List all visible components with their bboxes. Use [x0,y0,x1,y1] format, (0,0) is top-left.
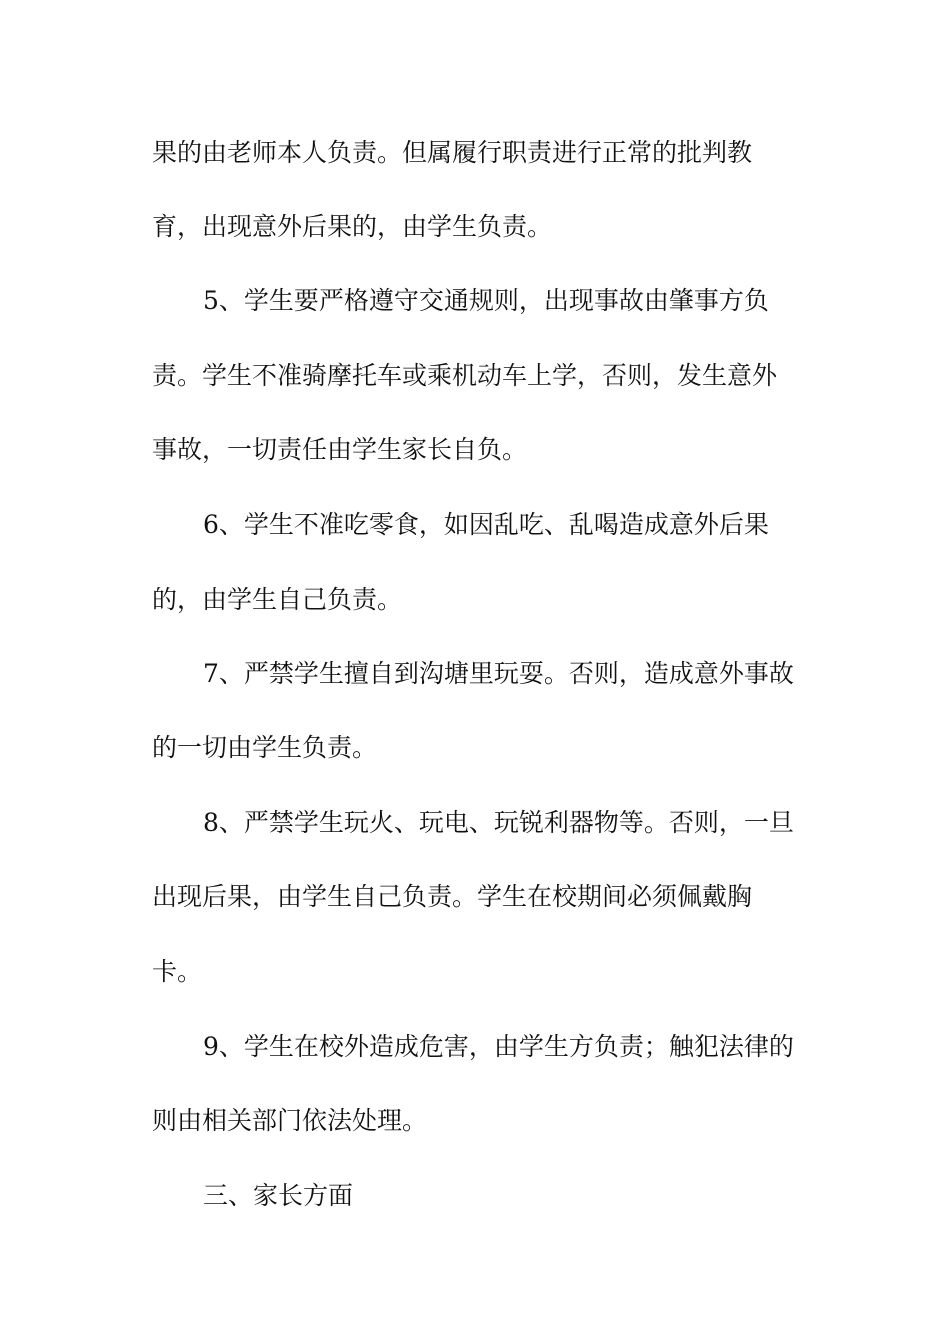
paragraph-7-start: 7、严禁学生擅自到沟塘里玩耍。否则，造成意外事故 [203,659,794,688]
paragraph-6-start: 6、学生不准吃零食，如因乱吃、乱喝造成意外后果 [203,510,769,539]
text-line: 果的由老师本人负责。但属履行职责进行正常的批判教 [152,138,753,167]
paragraph-5-start: 5、学生要严格遵守交通规则，出现事故由肇事方负 [203,286,769,315]
text-line: 则由相关部门依法处理。 [152,1106,428,1135]
section-heading: 三、家长方面 [203,1181,354,1210]
text-line: 卡。 [152,957,203,986]
text-line: 的一切由学生负责。 [152,733,378,762]
text-line: 责。学生不准骑摩托车或乘机动车上学，否则，发生意外 [152,361,778,390]
text-line: 出现后果，由学生自己负责。学生在校期间必须佩戴胸 [152,882,753,911]
paragraph-8-start: 8、严禁学生玩火、玩电、玩锐利器物等。否则，一旦 [203,808,794,837]
text-line: 育，出现意外后果的，由学生负责。 [152,212,553,241]
paragraph-9-start: 9、学生在校外造成危害，由学生方负责；触犯法律的 [203,1032,794,1061]
text-line: 的，由学生自己负责。 [152,585,403,614]
text-line: 事故，一切责任由学生家长自负。 [152,435,528,464]
